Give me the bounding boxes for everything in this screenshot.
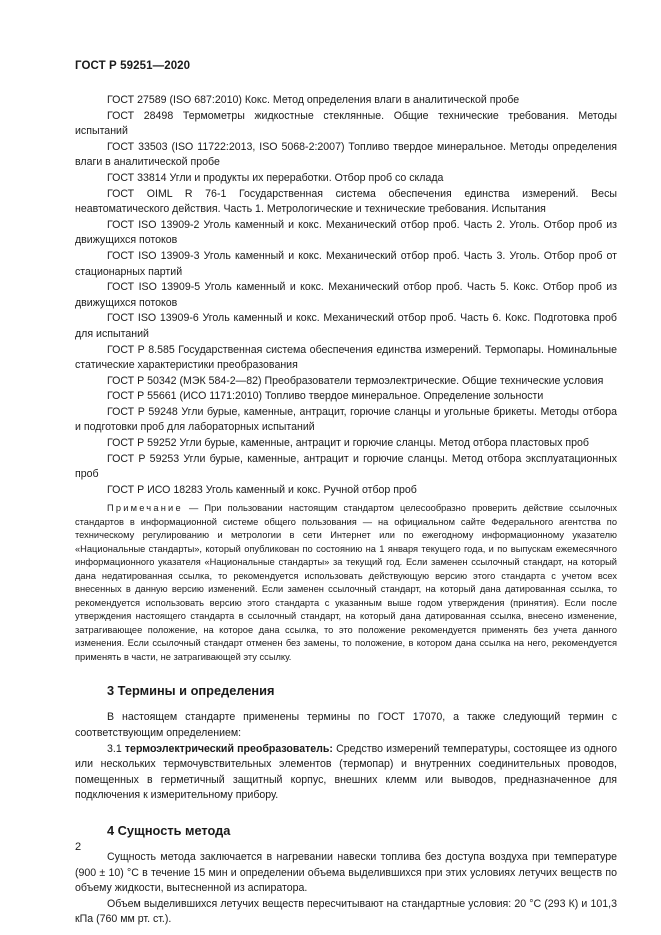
- term-text: Средство измерений температуры, состоящее из одного или нескольких термочувствительных элементов (термопар) и внутренних соединительных проводов, помещенных в герметичный защитный корпус, внешних клемм или выводов, предназначенное для подключения к измерительному прибору.: [75, 742, 617, 802]
- section-4-heading: 4 Сущность метода: [107, 823, 231, 838]
- section-3-intro: В настоящем стандарте применены термины по ГОСТ 17070, а также следующий термин с соответствующим определением:: [75, 711, 617, 740]
- reference-item: ГОСТ Р 8.585 Государственная система обеспечения единства измерений. Термопары. Номинальные статические характеристики преобразования: [75, 343, 617, 372]
- reference-item: ГОСТ Р 50342 (МЭК 584-2—82) Преобразователи термоэлектрические. Общие технические условия: [107, 374, 604, 387]
- document-header: ГОСТ Р 59251—2020: [75, 60, 191, 72]
- reference-item: ГОСТ 28498 Термометры жидкостные стеклянные. Общие технические требования. Методы испытаний: [75, 109, 617, 138]
- page-number: 2: [75, 841, 82, 853]
- note-label: Примечание: [107, 503, 183, 514]
- reference-item: ГОСТ OIML R 76-1 Государственная система обеспечения единства измерений. Весы неавтоматического действия. Часть 1. Метрологические и технические требования. Испытания: [75, 187, 617, 216]
- reference-item: ГОСТ Р 59248 Угли бурые, каменные, антрацит, горючие сланцы и угольные брикеты. Методы отбора и подготовки проб для лабораторных испытаний: [75, 405, 617, 434]
- note-text: — При пользовании настоящим стандартом целесообразно проверить действие ссылочных стандартов в информационной системе общего пользования — на официальном сайте Федерального агентства по техническому регулированию и метрологии в сети Интернет или по ежегодному информационному указателю «Национальные стандарты», который опубликован по состоянию на 1 января текущего года, и по выпускам ежемесячного информационного указателя «Национальные стандарты» за текущий год. Если заменен ссылочный стандарт, на который дана недатированная ссылка, то рекомендуется использовать действующую версию этого стандарта с учетом всех внесенных в данную версию изменений. Если заменен ссылочный стандарт, на который дана датированная ссылка, то рекомендуется использовать версию этого стандарта с указанным выше годом утверждения (принятия). Если после утверждения настоящего стандарта в ссылочный стандарт, на который дана датированная ссылка, внесено изменение, затрагивающее положение, на которое дана ссылка, то это положение рекомендуется применять без учета данного изменения. Если ссылочный стандарт отменен без замены, то положение, в котором дана ссылка на него, рекомендуется применять в части, не затрагивающей эту ссылку.: [75, 503, 617, 662]
- section-4-paragraph-2: Объем выделившихся летучих веществ пересчитывают на стандартные условия: 20 °С (293 К) и 101,3 кПа (760 мм рт. ст.).: [75, 897, 617, 926]
- term-number: 3.1: [107, 742, 125, 755]
- term-definition: [75, 742, 617, 804]
- reference-item: ГОСТ 27589 (ISO 687:2010) Кокс. Метод определения влаги в аналитической пробе: [107, 94, 520, 106]
- reference-item: ГОСТ Р ИСО 18283 Уголь каменный и кокс. Ручной отбор проб: [107, 483, 417, 496]
- reference-item: ГОСТ ISO 13909-5 Уголь каменный и кокс. Механический отбор проб. Часть 5. Кокс. Отбор проб из движущихся потоков: [75, 281, 617, 309]
- reference-item: ГОСТ ISO 13909-6 Уголь каменный и кокс. Механический отбор проб. Часть 6. Кокс. Подготовка проб для испытаний: [75, 312, 617, 340]
- reference-item: ГОСТ Р 59252 Угли бурые, каменные, антрацит и горючие сланцы. Метод отбора пластовых проб: [107, 437, 589, 450]
- reference-item: ГОСТ Р 55661 (ИСО 1171:2010) Топливо твердое минеральное. Определение зольности: [107, 390, 544, 403]
- reference-item: ГОСТ ISO 13909-3 Уголь каменный и кокс. Механический отбор проб. Часть 3. Уголь. Отбор проб от стационарных партий: [75, 249, 617, 278]
- section-3-heading: 3 Термины и определения: [107, 683, 275, 699]
- reference-item: ГОСТ ISO 13909-2 Уголь каменный и кокс. Механический отбор проб. Часть 2. Уголь. Отбор проб из движущихся потоков: [75, 218, 617, 247]
- normative-references-list: [75, 93, 617, 498]
- reference-item: ГОСТ 33503 (ISO 11722:2013, ISO 5068-2:2007) Топливо твердое минеральное. Методы определения влаги в аналитической пробе: [75, 140, 617, 169]
- reference-item: ГОСТ 33814 Угли и продукты их переработки. Отбор проб со склада: [107, 171, 444, 184]
- term-name: термоэлектрический преобразователь:: [124, 742, 333, 755]
- references-note: [75, 502, 617, 664]
- document-body: [75, 93, 617, 928]
- section-4-paragraph-1: Сущность метода заключается в нагревании навески топлива без доступа воздуха при температуре (900 ± 10) °С в течение 15 мин и определении объема выделившихся при этих условиях летучих веществ по объему жидкости, вытесненной из аспиратора.: [75, 851, 617, 895]
- reference-item: ГОСТ Р 59253 Угли бурые, каменные, антрацит и горючие сланцы. Метод отбора эксплуатационных проб: [75, 452, 617, 481]
